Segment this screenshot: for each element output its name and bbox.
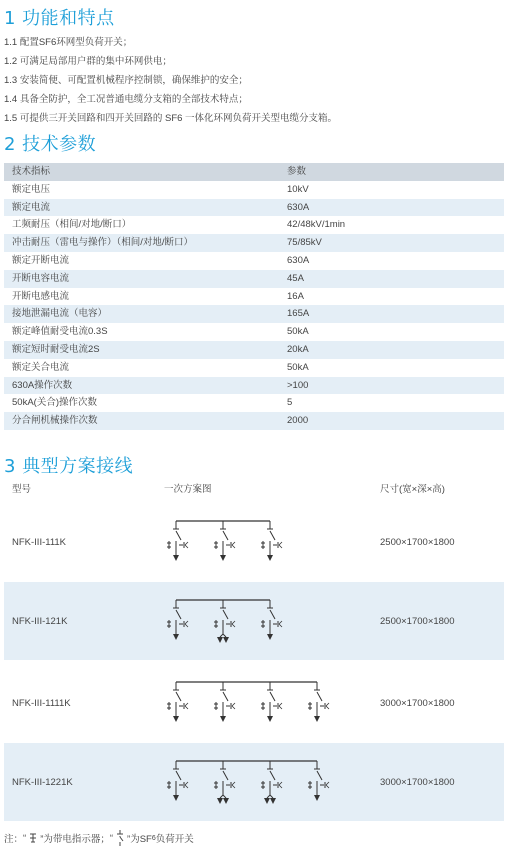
cable-arrow — [173, 716, 179, 722]
cable-arrow — [223, 637, 229, 643]
ground-tick — [185, 545, 188, 548]
feature-item: 1.3 安装简便、可配置机械程序控制锁，确保维护的安全； — [4, 75, 248, 86]
note-text-2: ”为SF — [127, 834, 152, 845]
param-name: 额定峰值耐受电流0.3S — [12, 326, 108, 338]
feature-item: 1.5 可提供三开关回路和四开关回路的 SF6 一体化环网负荷开关型电缆分支箱。 — [4, 113, 338, 124]
ground-tick — [279, 621, 282, 624]
feeder-branch — [261, 682, 282, 722]
switch-blade — [176, 771, 181, 780]
scheme-dims: 2500×1700×1800 — [380, 536, 455, 548]
ground-tick — [232, 621, 235, 624]
cable-arrow — [267, 634, 273, 640]
param-name: 分合闸机械操作次数 — [12, 415, 98, 427]
live-indicator-icon — [28, 832, 38, 844]
feature-item: 1.1 配置SF6环网型负荷开关； — [4, 37, 133, 48]
feeder-line — [220, 634, 223, 637]
param-value: 42/48kV/1min — [287, 219, 346, 231]
feeder-line — [220, 795, 223, 798]
feeder-branch — [167, 682, 188, 722]
ground-tick — [279, 785, 282, 788]
cable-arrow — [173, 795, 179, 801]
feeder-branch — [308, 682, 329, 722]
param-name: 接地泄漏电流（电容） — [12, 308, 108, 320]
param-row — [4, 199, 504, 217]
param-value: 2000 — [287, 415, 309, 427]
scheme-model: NFK-III-111K — [12, 536, 67, 548]
param-value: 50kA — [287, 326, 309, 338]
feeder-line — [270, 795, 273, 798]
scheme-model: NFK-III-1111K — [12, 697, 71, 709]
param-value: 165A — [287, 308, 310, 320]
scheme-dims: 3000×1700×1800 — [380, 776, 455, 788]
ground-tick — [232, 624, 235, 627]
scheme-row — [4, 503, 504, 581]
ground-tick — [279, 542, 282, 545]
ground-tick — [232, 706, 235, 709]
ground-tick — [185, 706, 188, 709]
cable-arrow — [270, 798, 276, 804]
scheme-header-dims: 尺寸(宽×深×高) — [380, 484, 445, 495]
ground-tick — [326, 703, 329, 706]
cable-arrow — [267, 555, 273, 561]
param-value: 630A — [287, 254, 310, 266]
wiring-diagram — [164, 582, 380, 660]
note-quote-open: “ — [23, 832, 27, 844]
note-quote-open-2: “ — [109, 832, 114, 844]
switch-blade — [223, 692, 228, 701]
section-title-schemes: 3 典型方案接线 — [4, 456, 134, 477]
param-value: 75/85kV — [287, 237, 322, 249]
feature-item: 1.4 具备全防护，全工况普通电缆分支箱的全部技术特点； — [4, 94, 248, 105]
ground-tick — [185, 703, 188, 706]
param-header-value: 参数 — [287, 166, 307, 177]
ground-tick — [279, 703, 282, 706]
section-title-features: 1 功能和特点 — [4, 8, 115, 29]
ground-tick — [279, 706, 282, 709]
feeder-branch — [167, 521, 188, 561]
feeder-branch — [261, 600, 282, 640]
ground-tick — [185, 542, 188, 545]
feature-item: 1.2 可满足局部用户群的集中环网供电； — [4, 56, 172, 67]
param-row — [4, 323, 504, 341]
param-name: 额定电压 — [12, 183, 51, 195]
ground-tick — [326, 785, 329, 788]
note-subscript: 6 — [151, 834, 156, 842]
feature-list — [4, 33, 514, 128]
param-name: 开断电容电流 — [12, 272, 70, 284]
param-name: 额定关合电流 — [12, 361, 70, 373]
feeder-branch — [167, 761, 188, 801]
cable-arrow — [314, 795, 320, 801]
param-name: 额定短时耐受电流2S — [12, 343, 100, 355]
scheme-header-diagram: 一次方案图 — [164, 484, 212, 495]
param-value: 50kA — [287, 361, 309, 373]
wiring-diagram — [164, 743, 380, 821]
switch-blade — [270, 771, 275, 780]
switch-blade — [176, 531, 181, 540]
cable-arrow — [173, 555, 179, 561]
switch-blade — [223, 610, 228, 619]
ground-tick — [279, 545, 282, 548]
param-value: 20kA — [287, 343, 309, 355]
scheme-header-model: 型号 — [12, 484, 32, 495]
param-value: 5 — [287, 397, 293, 409]
feeder-branch — [308, 761, 329, 801]
param-value: 45A — [287, 272, 304, 284]
param-header-name: 技术指标 — [12, 166, 51, 177]
param-header-row — [4, 163, 504, 181]
ground-tick — [326, 706, 329, 709]
param-row — [4, 216, 504, 234]
switch-blade — [317, 771, 322, 780]
scheme-row — [4, 664, 504, 742]
param-row — [4, 394, 504, 412]
switch-blade — [270, 531, 275, 540]
note-text-3: 负荷开关 — [155, 834, 194, 845]
param-row — [4, 305, 504, 323]
param-row — [4, 412, 504, 430]
switch-blade — [270, 692, 275, 701]
ground-tick — [279, 624, 282, 627]
footnote — [4, 830, 194, 846]
param-row — [4, 270, 504, 288]
feeder-branch — [214, 521, 235, 561]
param-row — [4, 359, 504, 377]
switch-blade — [223, 771, 228, 780]
cable-arrow — [173, 634, 179, 640]
scheme-model: NFK-III-121K — [12, 615, 68, 627]
param-row — [4, 288, 504, 306]
cable-arrow — [223, 798, 229, 804]
ground-tick — [185, 624, 188, 627]
note-prefix: 注： — [4, 834, 24, 845]
feeder-branch — [261, 761, 282, 804]
wiring-diagram-svg — [164, 503, 380, 581]
cable-arrow — [217, 798, 223, 804]
param-value: >100 — [287, 379, 309, 391]
scheme-dims: 3000×1700×1800 — [380, 697, 455, 709]
feeder-line — [267, 795, 270, 798]
note-text-1: ”为带电指示器； — [40, 834, 110, 845]
wiring-diagram — [164, 503, 380, 581]
ground-tick — [185, 782, 188, 785]
switch-blade — [176, 610, 181, 619]
scheme-model: NFK-III-1221K — [12, 776, 73, 788]
param-name: 开断电感电流 — [12, 290, 70, 302]
load-switch-icon — [115, 830, 125, 846]
param-name: 冲击耐压（雷电与操作）（相间/对地/断口） — [12, 237, 194, 249]
wiring-diagram-svg — [164, 743, 380, 821]
wiring-diagram-svg — [164, 664, 380, 742]
param-value: 16A — [287, 290, 304, 302]
ground-tick — [279, 782, 282, 785]
section-title-params: 2 技术参数 — [4, 134, 97, 155]
scheme-dims: 2500×1700×1800 — [380, 615, 455, 627]
cable-arrow — [314, 716, 320, 722]
ground-tick — [232, 703, 235, 706]
cable-arrow — [220, 555, 226, 561]
ground-tick — [185, 785, 188, 788]
scheme-row — [4, 743, 504, 821]
ground-tick — [326, 782, 329, 785]
switch-blade — [223, 531, 228, 540]
ground-tick — [232, 542, 235, 545]
ground-tick — [232, 545, 235, 548]
feeder-line — [223, 795, 226, 798]
param-name: 工频耐压（相间/对地/断口） — [12, 219, 132, 231]
cable-arrow — [217, 637, 223, 643]
param-name: 50kA(关合)操作次数 — [12, 397, 97, 409]
cable-arrow — [264, 798, 270, 804]
param-value: 630A — [287, 201, 310, 213]
feeder-branch — [167, 600, 188, 640]
feeder-branch — [261, 521, 282, 561]
feeder-branch — [214, 600, 235, 643]
scheme-header-row — [4, 481, 504, 499]
ground-tick — [185, 621, 188, 624]
cable-arrow — [220, 716, 226, 722]
param-row — [4, 341, 504, 359]
wiring-diagram-svg — [164, 582, 380, 660]
param-row — [4, 234, 504, 252]
switch-blade — [176, 692, 181, 701]
ground-tick — [232, 782, 235, 785]
param-name: 630A操作次数 — [12, 379, 73, 391]
param-table — [4, 163, 504, 430]
wiring-diagram — [164, 664, 380, 742]
cable-arrow — [267, 716, 273, 722]
param-row — [4, 181, 504, 199]
switch-blade — [317, 692, 322, 701]
ground-tick — [232, 785, 235, 788]
scheme-row — [4, 582, 504, 660]
param-name: 额定电流 — [12, 201, 51, 213]
feeder-line — [223, 634, 226, 637]
feeder-branch — [214, 761, 235, 804]
switch-blade — [270, 610, 275, 619]
param-value: 10kV — [287, 183, 309, 195]
param-name: 额定开断电流 — [12, 254, 70, 266]
param-row — [4, 252, 504, 270]
param-row — [4, 377, 504, 395]
feeder-branch — [214, 682, 235, 722]
